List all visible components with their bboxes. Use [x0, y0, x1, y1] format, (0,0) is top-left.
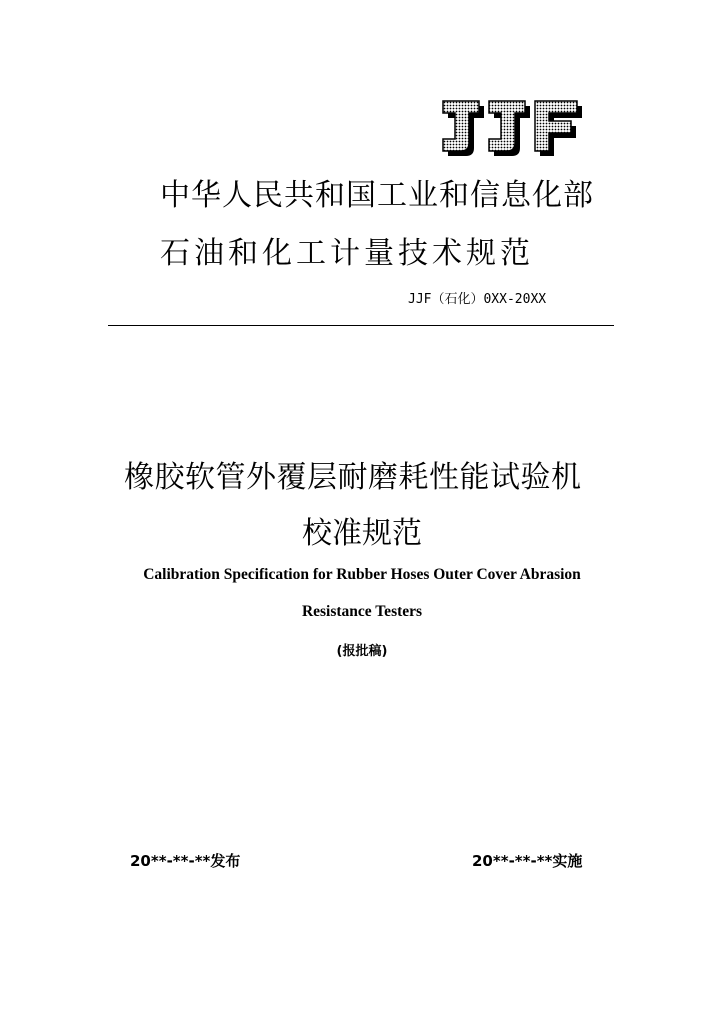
header-divider [108, 325, 614, 326]
title-chinese-line-1: 橡胶软管外覆层耐磨耗性能试验机 [124, 460, 582, 495]
issuing-ministry: 中华人民共和国工业和信息化部 [160, 178, 594, 213]
specification-code: JJF（石化）0XX-20XX [408, 292, 547, 307]
jjf-logo [440, 98, 585, 156]
issue-date: 20**-**-**发布 [130, 852, 241, 870]
specification-series: 石油和化工计量技术规范 [160, 236, 534, 271]
title-chinese-line-2: 校准规范 [302, 516, 422, 551]
implementation-date: 20**-**-**实施 [472, 852, 583, 870]
draft-status: (报批稿) [336, 644, 388, 659]
title-english-line-1: Calibration Specification for Rubber Hoses Outer Cover Abrasion [143, 566, 581, 583]
title-english-line-2: Resistance Testers [301, 603, 423, 620]
